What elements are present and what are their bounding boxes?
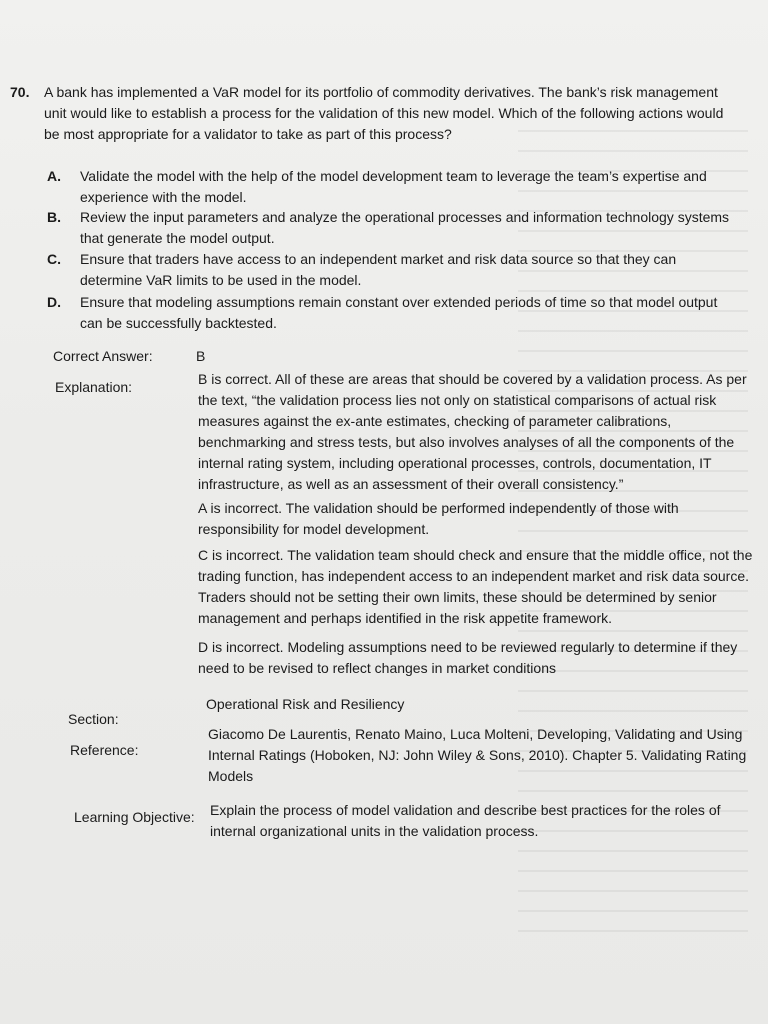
learning-objective-value: Explain the process of model validation and describe best practices for the roles of internal organizational units in the validation process. <box>210 802 721 839</box>
explanation-paragraph-a: A is incorrect. The validation should be performed independently of those with responsibility for model development. <box>198 500 679 537</box>
explanation-label: Explanation: <box>55 379 133 395</box>
question-text: A bank has implemented a VaR model for its portfolio of commodity derivatives. The bank’s risk management unit would like to establish a process for the validation of this new model. Which of the following actions would be most appropriate for a validator to take as part of this process? <box>44 84 724 142</box>
option-letter: D. <box>47 294 61 310</box>
section-label: Section: <box>68 711 119 727</box>
question-number: 70. <box>10 84 30 100</box>
explanation-paragraph-c: C is incorrect. The validation team should check and ensure that the middle office, not the trading function, has independent access to an independent market and risk data source. Traders should not be setting their own limits, these should be determined by senior management and perhaps identified in the risk appetite framework. <box>198 547 753 626</box>
option-text: Ensure that modeling assumptions remain constant over extended periods of time so that model output can be successfully backtested. <box>80 294 718 331</box>
correct-answer-label: Correct Answer: <box>53 348 153 364</box>
section-value: Operational Risk and Resiliency <box>206 696 405 712</box>
reference-value: Giacomo De Laurentis, Renato Maino, Luca Molteni, Developing, Validating and Using Internal Ratings (Hoboken, NJ: John Wiley & Sons, 2010). Chapter 5. Validating Rating Models <box>208 726 747 784</box>
explanation-paragraph-b: B is correct. All of these are areas that should be covered by a validation process. As per the text, “the validation process lies not only on statistical comparisons of actual risk measures against the ex-ante estimates, checking of parameter calibrations, benchmarking and stress tests, but also involves analyses of all the components of the internal rating system, including operational processes, controls, documentation, IT infrastructure, as well as an assessment of their overall consistency.” <box>198 371 747 492</box>
option-letter: C. <box>47 251 61 267</box>
correct-answer-value: B <box>196 348 206 364</box>
reference-label: Reference: <box>70 742 139 758</box>
explanation-paragraph-d: D is incorrect. Modeling assumptions need to be reviewed regularly to determine if they need to be revised to reflect changes in market conditions <box>198 639 738 676</box>
option-text: Ensure that traders have access to an independent market and risk data source so that they can determine VaR limits to be used in the model. <box>80 251 677 288</box>
option-text: Validate the model with the help of the model development team to leverage the team’s expertise and experience with the model. <box>80 168 707 205</box>
learning-objective-label: Learning Objective: <box>74 809 195 825</box>
option-letter: B. <box>47 209 61 225</box>
option-letter: A. <box>47 168 61 184</box>
option-text: Review the input parameters and analyze the operational processes and information technology systems that generate the model output. <box>80 209 730 246</box>
